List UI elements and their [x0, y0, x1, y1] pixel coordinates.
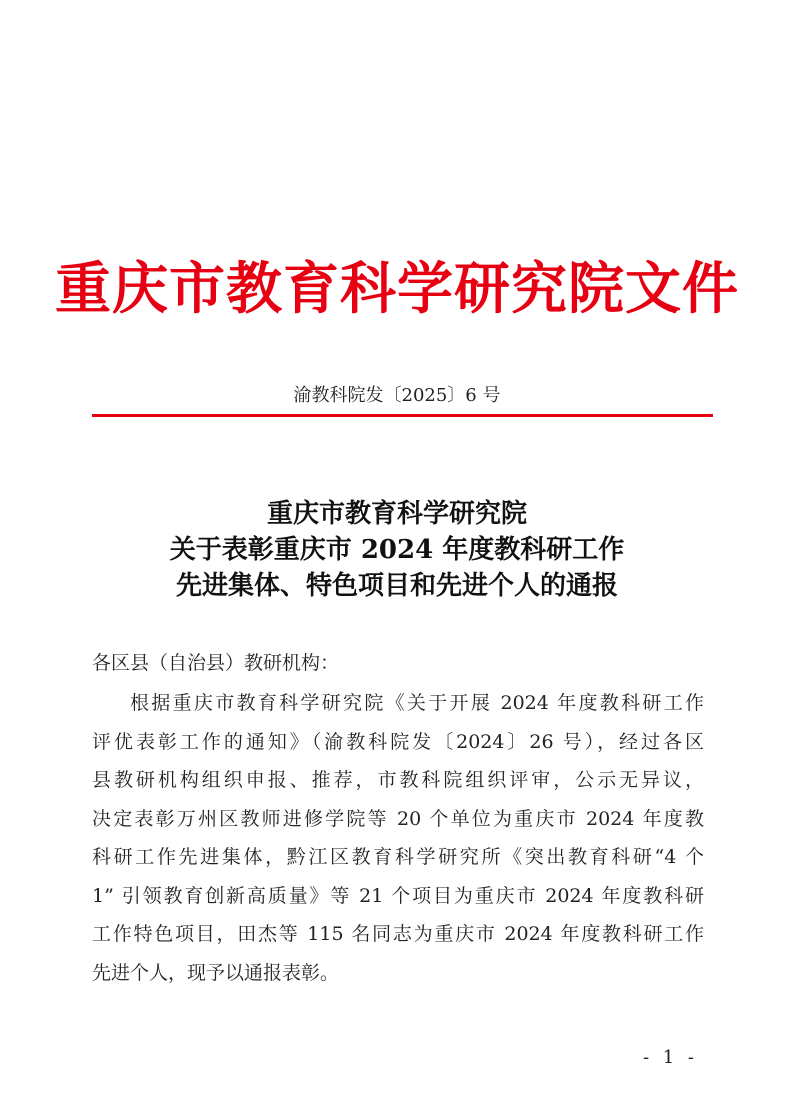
red-divider-line	[92, 414, 713, 417]
title-line-1: 重庆市教育科学研究院	[266, 499, 527, 529]
body-line: 县教研机构组织申报、推荐，市教科院组织评审，公示无异议，	[92, 769, 704, 791]
body-line: 科研工作先进集体，黔江区教育科学研究所《突出教育科研“4 个	[92, 846, 704, 868]
salutation: 各区县（自治县）教研机构：	[92, 652, 340, 674]
masthead-title: 重庆市教育科学研究院文件	[55, 257, 739, 322]
document-number: 渝教科院发〔2025〕6 号	[293, 385, 501, 406]
page-number: - 1 -	[642, 1047, 698, 1068]
body-line: 工作特色项目，田杰等 115 名同志为重庆市 2024 年度教科研工作	[92, 923, 704, 945]
body-paragraph	[92, 684, 704, 992]
title-line-2: 关于表彰重庆市 2024 年度教科研工作	[169, 535, 625, 565]
body-line: 先进个人，现予以通报表彰。	[92, 961, 340, 984]
body-line: 1” 引领教育创新高质量》等 21 个项目为重庆市 2024 年度教科研	[92, 884, 704, 907]
body-line: 根据重庆市教育科学研究院《关于开展 2024 年度教科研工作	[130, 692, 704, 714]
body-line: 评优表彰工作的通知》（渝教科院发〔2024〕26 号），经过各区	[92, 730, 704, 753]
body-line: 决定表彰万州区教师进修学院等 20 个单位为重庆市 2024 年度教	[92, 807, 704, 830]
notice-title	[0, 496, 794, 604]
title-line-3: 先进集体、特色项目和先进个人的通报	[175, 571, 618, 601]
